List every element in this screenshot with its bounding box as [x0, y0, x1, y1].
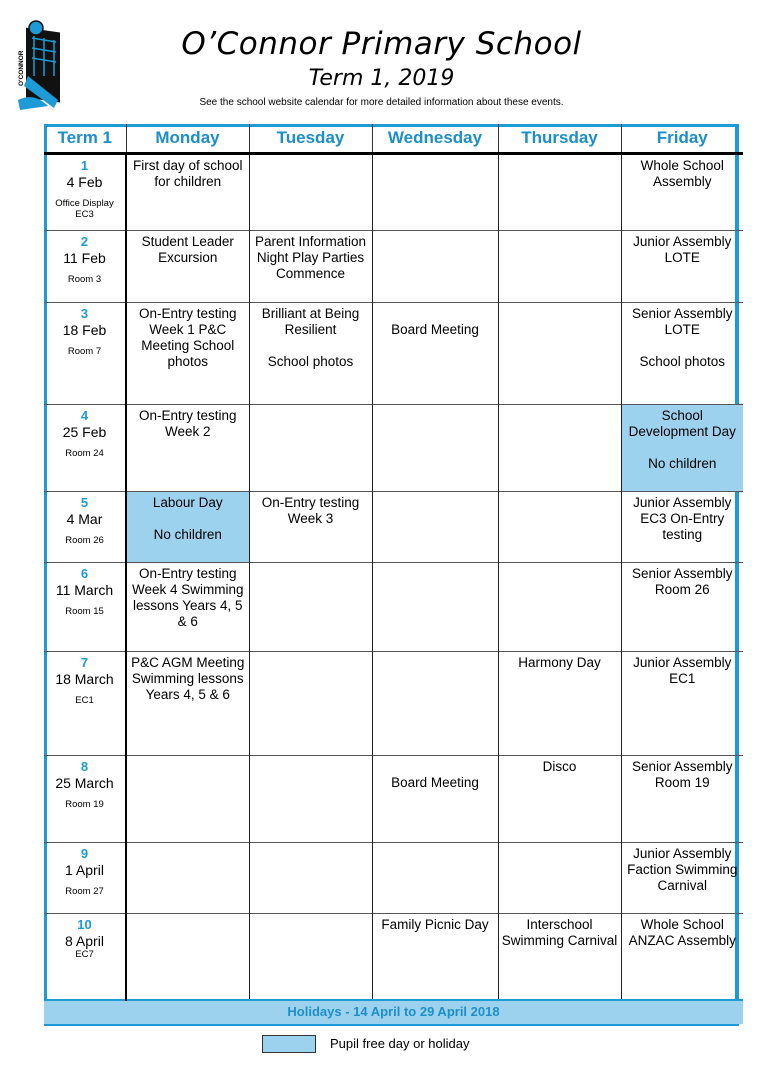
week-date: 18 Feb — [62, 322, 107, 338]
table-row — [44, 756, 743, 843]
day-cell-thursday: Interschool Swimming Carnival — [498, 914, 621, 1000]
day-cell-thursday — [498, 563, 621, 652]
week-number: 6 — [80, 566, 89, 581]
day-cell-friday: Junior Assembly EC3 On-Entry testing — [621, 492, 743, 563]
term-title: Term 1, 2019 — [308, 66, 455, 91]
week-number: 1 — [80, 158, 89, 173]
legend-label: Pupil free day or holiday — [330, 1036, 470, 1051]
week-room: EC1 — [75, 695, 94, 706]
day-cell-monday — [126, 843, 249, 914]
week-cell — [44, 914, 126, 1000]
week-date: 18 March — [55, 671, 114, 687]
week-date: 25 Feb — [62, 424, 107, 440]
day-cell-thursday — [498, 303, 621, 405]
holidays-row — [44, 1000, 743, 1024]
event-text: School photos — [267, 354, 354, 369]
day-cell-friday: Junior Assembly EC1 — [621, 652, 743, 756]
day-cell-thursday — [498, 231, 621, 303]
day-cell-monday: On-Entry testing Week 4 Swimming lessons Years 4, 5 & 6 — [126, 563, 249, 652]
col-header-tuesday: Tuesday — [249, 124, 372, 154]
week-number: 2 — [80, 234, 89, 249]
day-cell-thursday — [498, 492, 621, 563]
week-room: Room 7 — [67, 346, 102, 357]
day-cell-tuesday: Parent Information Night Play Parties Commence — [249, 231, 372, 303]
day-cell-tuesday: On-Entry testing Week 3 — [249, 492, 372, 563]
week-room: Room 15 — [65, 606, 104, 617]
week-cell — [44, 303, 126, 405]
week-room: Room 3 — [67, 274, 102, 285]
day-cell-monday: P&C AGM Meeting Swimming lessons Years 4, 5 & 6 — [126, 652, 249, 756]
event-text: Senior Assembly LOTE — [631, 306, 733, 337]
day-cell-friday — [621, 303, 743, 405]
day-cell-tuesday — [249, 652, 372, 756]
day-cell-monday — [126, 756, 249, 843]
day-cell-monday-holiday — [126, 492, 249, 563]
week-cell — [44, 492, 126, 563]
col-header-wednesday: Wednesday — [372, 124, 498, 154]
table-row — [44, 492, 743, 563]
day-cell-wednesday — [372, 652, 498, 756]
day-cell-tuesday — [249, 756, 372, 843]
event-text: School Development Day — [628, 408, 736, 439]
table-row — [44, 652, 743, 756]
table-row — [44, 303, 743, 405]
day-cell-wednesday: Board Meeting — [372, 303, 498, 405]
day-cell-friday: Senior Assembly Room 19 — [621, 756, 743, 843]
day-cell-wednesday — [372, 154, 498, 231]
calendar-note: See the school website calendar for more detailed information about these events. — [199, 97, 564, 108]
week-date: 11 March — [55, 582, 114, 598]
week-date: 25 March — [55, 775, 114, 791]
table-row — [44, 405, 743, 492]
day-cell-thursday — [498, 405, 621, 492]
table-row — [44, 563, 743, 652]
day-cell-thursday — [498, 154, 621, 231]
week-number: 4 — [80, 408, 89, 423]
day-cell-wednesday — [372, 231, 498, 303]
school-title: O’Connor Primary School — [181, 26, 582, 62]
day-cell-wednesday — [372, 843, 498, 914]
week-date: 8 April — [65, 933, 104, 949]
event-text: Brilliant at Being Resilient — [261, 306, 360, 337]
day-cell-monday: First day of school for children — [126, 154, 249, 231]
day-cell-wednesday — [372, 492, 498, 563]
week-number: 10 — [77, 917, 92, 932]
day-cell-friday: Whole School Assembly — [621, 154, 743, 231]
week-cell — [44, 563, 126, 652]
week-cell — [44, 756, 126, 843]
week-number: 7 — [80, 655, 89, 670]
day-cell-thursday: Disco — [498, 756, 621, 843]
day-cell-monday: On-Entry testing Week 1 P&C Meeting School photos — [126, 303, 249, 405]
day-cell-tuesday — [249, 405, 372, 492]
day-cell-tuesday — [249, 914, 372, 1000]
day-cell-thursday — [498, 843, 621, 914]
week-room: Room 27 — [65, 886, 104, 897]
col-header-term: Term 1 — [44, 124, 126, 154]
day-cell-wednesday — [372, 563, 498, 652]
day-cell-friday: Junior Assembly Faction Swimming Carnival — [621, 843, 743, 914]
logo-text: O'CONNOR — [18, 50, 25, 86]
col-header-monday: Monday — [126, 124, 249, 154]
week-date: 4 Mar — [66, 511, 103, 527]
week-number: 5 — [80, 495, 89, 510]
legend-swatch — [262, 1035, 316, 1053]
week-cell — [44, 843, 126, 914]
week-number: 8 — [80, 759, 89, 774]
week-cell — [44, 154, 126, 231]
week-cell — [44, 405, 126, 492]
week-room: Office Display EC3 — [55, 198, 114, 220]
week-date: 11 Feb — [63, 250, 106, 266]
day-cell-thursday: Harmony Day — [498, 652, 621, 756]
day-cell-monday — [126, 914, 249, 1000]
week-cell — [44, 652, 126, 756]
col-header-friday: Friday — [621, 124, 743, 154]
event-text: No children — [153, 527, 222, 542]
week-room: EC7 — [75, 949, 94, 960]
day-cell-tuesday — [249, 843, 372, 914]
day-cell-monday: On-Entry testing Week 2 — [126, 405, 249, 492]
day-cell-tuesday — [249, 154, 372, 231]
event-text: No children — [648, 456, 717, 471]
event-text: School photos — [639, 354, 726, 369]
day-cell-friday: Whole School ANZAC Assembly — [621, 914, 743, 1000]
week-room: Room 26 — [65, 535, 104, 546]
week-date: 1 April — [65, 862, 104, 878]
day-cell-friday: Junior Assembly LOTE — [621, 231, 743, 303]
week-number: 9 — [80, 846, 89, 861]
day-cell-wednesday — [372, 405, 498, 492]
day-cell-monday: Student Leader Excursion — [126, 231, 249, 303]
day-cell-tuesday — [249, 563, 372, 652]
week-cell — [44, 231, 126, 303]
day-cell-wednesday: Family Picnic Day — [372, 914, 498, 1000]
day-cell-friday: Senior Assembly Room 26 — [621, 563, 743, 652]
term-calendar-table — [44, 124, 743, 1024]
header-row — [44, 124, 743, 154]
table-row — [44, 843, 743, 914]
week-room: Room 19 — [65, 799, 104, 810]
holidays-banner: Holidays - 14 April to 29 April 2018 — [44, 1000, 743, 1024]
week-date: 4 Feb — [66, 174, 103, 190]
day-cell-tuesday — [249, 303, 372, 405]
table-row — [44, 914, 743, 1000]
table-row — [44, 154, 743, 231]
col-header-thursday: Thursday — [498, 124, 621, 154]
week-number: 3 — [80, 306, 89, 321]
day-cell-friday-pupil-free — [621, 405, 743, 492]
table-row — [44, 231, 743, 303]
event-text: Labour Day — [152, 495, 223, 510]
day-cell-wednesday: Board Meeting — [372, 756, 498, 843]
week-room: Room 24 — [65, 448, 104, 459]
